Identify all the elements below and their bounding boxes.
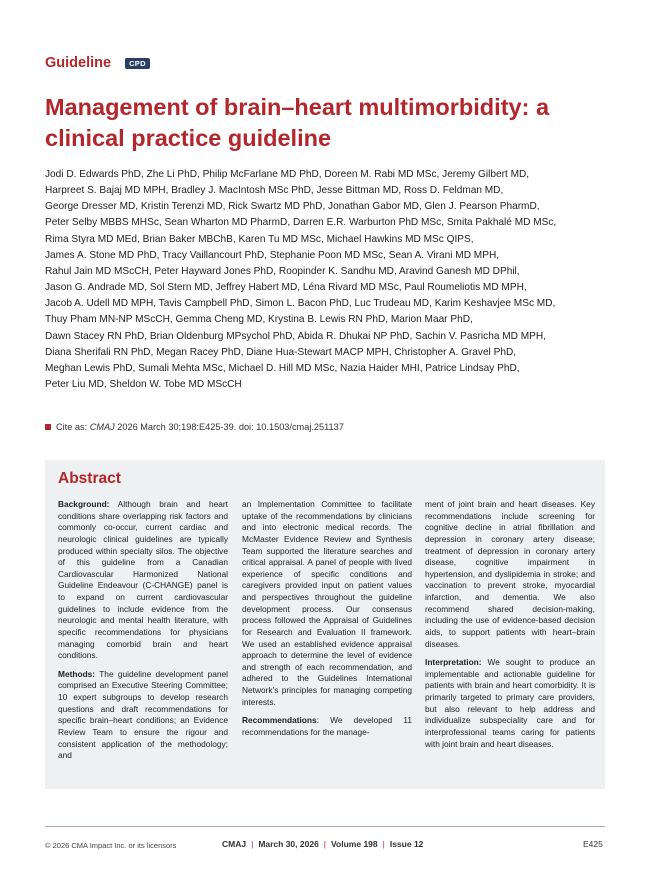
author-list bbox=[45, 167, 615, 393]
author-line: Rahul Jain MD MScCH, Peter Hayward Jones PhD, Roopinder K. Sandhu MD, Aravind Ganesh MD DPhil, bbox=[45, 265, 520, 277]
author-line: Rima Styra MD MEd, Brian Baker MBChB, Karen Tu MD MSc, Michael Hawkins MD MSc QIPS, bbox=[45, 233, 474, 245]
author-line: Jacob A. Udell MD MPH, Tavis Campbell PhD, Simon L. Bacon PhD, Luc Trudeau MD, Karim Keshavjee MSc MD, bbox=[45, 298, 556, 310]
footer-journal: CMAJ bbox=[222, 839, 247, 849]
article-title: Management of brain–heart multimorbidity: a clinical practice guideline bbox=[45, 94, 550, 151]
footer-journal-info bbox=[222, 839, 423, 849]
recommendations-label: Recommendations bbox=[242, 715, 317, 726]
citation-journal: CMAJ bbox=[89, 422, 115, 432]
author-line: Peter Selby MBBS MHSc, Sean Wharton MD PharmD, Darren E.R. Warburton PhD MSc, Smita Pakhalé MD MSc, bbox=[45, 217, 557, 229]
author-line: George Dresser MD, Kristin Terenzi MD, Rick Swartz MD PhD, Jonathan Gabor MD, Glen J. Pearson PharmD, bbox=[45, 201, 540, 213]
citation-details: 2026 March 30;198:E425-39. doi: 10.1503/cmaj.251137 bbox=[114, 422, 344, 432]
abstract-recommendations-continued: ment of joint brain and heart diseases. Key recommendations include screening for cognitive decline in atrial fibrillation and depression in coronary artery disease; treatment of depression in coronary artery disease, cognitive impairment in hypertension, and dyslipidemia in stroke; and vaccination to prevent stroke, myocardial infarction, and dementia. We also recommend shared decision-making, including the use of evidence-based decision aids, to support patients with heart–brain diseases. bbox=[425, 499, 595, 649]
author-line: Peter Liu MD, Sheldon W. Tobe MD MScCH bbox=[45, 379, 242, 391]
background-label: Background: bbox=[58, 499, 110, 509]
abstract-column-2 bbox=[242, 499, 412, 746]
abstract-methods bbox=[58, 669, 228, 762]
abstract-column-1 bbox=[58, 499, 228, 769]
abstract-box bbox=[45, 460, 605, 789]
abstract-methods-continued: an Implementation Committee to facilitate uptake of the recommendations by clinicians and into electronic medical records. The McMaster Evidence Review and Synthesis Team supported the literature searches and critical appraisal. A panel of people with lived experience of specific conditions and caregivers provided input on patient values and perspectives throughout the guideline development process. Our consensus process followed the Appraisal of Guidelines for Research and Evaluation II framework. We used an established evidence appraisal approach to determine the level of evidence and strength of each recommendation, and adhered to the Guidelines International Network's principles for managing competing interests. bbox=[242, 499, 412, 707]
abstract-column-3 bbox=[425, 499, 595, 757]
author-line: Jodi D. Edwards PhD, Zhe Li PhD, Philip McFarlane MD PhD, Doreen M. Rabi MD MSc, Jeremy Gilbert MD, bbox=[45, 169, 530, 180]
footer-volume: Volume 198 bbox=[331, 839, 378, 849]
interpretation-text: We sought to produce an implementable and actionable guideline for patients with brain and heart comorbidity. It is primarily targeted to primary care providers, but also relevant to help address and individualize subspeciality care and for interprofessional teams caring for patients with joint brain and heart diseases. bbox=[425, 657, 595, 749]
abstract-heading: Abstract bbox=[58, 470, 121, 487]
square-bullet-icon bbox=[45, 424, 51, 430]
footer-copyright: © 2026 CMA Impact Inc. or its licensors bbox=[45, 841, 177, 850]
abstract-interpretation bbox=[425, 657, 595, 750]
author-line: James A. Stone MD PhD, Tracy Vaillancourt PhD, Stephanie Poon MD MSc, Sean A. Virani MD MPH, bbox=[45, 249, 500, 261]
footer-separator: | bbox=[323, 839, 327, 849]
author-line: Thuy Pham MN-NP MScCH, Gemma Cheng MD, Krystina B. Lewis RN PhD, Marion Maar PhD, bbox=[45, 314, 473, 326]
interpretation-label: Interpretation: bbox=[425, 657, 482, 668]
footer-divider bbox=[45, 826, 605, 827]
section-header bbox=[45, 55, 150, 71]
methods-text: The guideline development panel comprised an Executive Steering Committee; 10 expert subgroups to develop research questions and draft recommendations for specific brain–heart conditions; an Evidence Review Team to ensure the rigour and consistent application of the methodology; and bbox=[58, 668, 228, 761]
citation-prefix: Cite as: bbox=[56, 422, 90, 432]
footer-date: March 30, 2026 bbox=[258, 839, 319, 849]
section-label: Guideline bbox=[45, 55, 112, 71]
abstract-background bbox=[58, 499, 228, 662]
abstract-recommendations bbox=[242, 715, 412, 738]
footer-separator: | bbox=[382, 839, 385, 849]
author-line: Diana Sherifali RN PhD, Megan Racey PhD, Diane Hua-Stewart MACP MPH, Christopher A. Gravel PhD, bbox=[45, 346, 517, 358]
author-line: Meghan Lewis PhD, Sumali Mehta MSc, Michael D. Hill MD MSc, Nazia Haider MHI, Patrice Lindsay PhD, bbox=[45, 362, 520, 374]
author-line: Harpreet S. Bajaj MD MPH, Bradley J. MacIntosh MSc PhD, Jesse Bittman MD, Ross D. Feldman MD, bbox=[45, 185, 504, 197]
background-text: Although brain and heart conditions share overlapping risk factors and commonly co-occur, current cardiac and neurologic clinical guidelines are typically produced within specialty silos. The objective of this guideline from a Canadian Cardiovascular Harmonized National Guideline Endeavour (C-CHANGE) panel is to expand on current cardiovascular guidelines to include evidence from the neurologic and mental health literature, with specific recommendations for physicians managing comorbid brain and heart conditions. bbox=[58, 499, 228, 661]
footer-issue: Issue 12 bbox=[389, 839, 424, 849]
footer-separator: | bbox=[251, 839, 254, 849]
recommendations-text: : We developed 11 recommendations for the manage- bbox=[242, 715, 412, 737]
cpd-badge: CPD bbox=[125, 58, 150, 69]
author-line: Dawn Stacey RN PhD, Brian Oldenburg MPsychol PhD, Abida R. Dhukai NP PhD, Sachin V. Pasricha MD MPH, bbox=[45, 330, 546, 342]
methods-label: Methods: bbox=[58, 668, 96, 679]
author-line: Jason G. Andrade MD, Sol Stern MD, Jeffrey Habert MD, Léna Rivard MD MSc, Paul Roumeliotis MD MPH, bbox=[45, 282, 527, 294]
page-number: E425 bbox=[583, 839, 603, 849]
citation bbox=[45, 422, 344, 432]
